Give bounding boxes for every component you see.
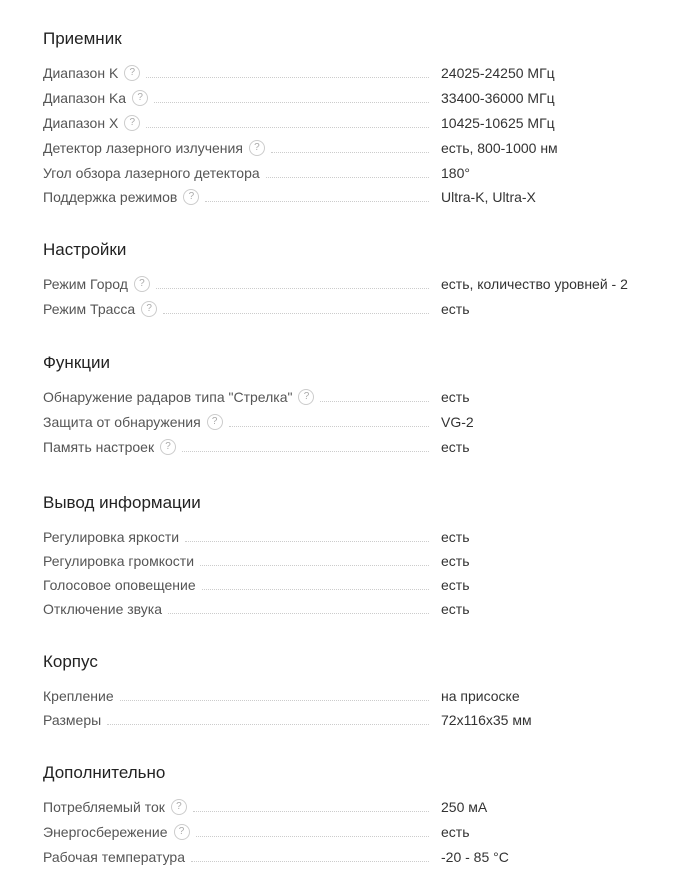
section-additional <box>43 762 663 865</box>
spec-name: Регулировка громкости <box>43 553 195 569</box>
spec-row <box>43 187 663 207</box>
spec-value: есть <box>441 577 470 593</box>
spec-name: Диапазон X <box>43 115 119 131</box>
dotted-leader <box>107 723 429 725</box>
spec-name: Энергосбережение <box>43 824 168 840</box>
spec-name: Отключение звука <box>43 601 163 617</box>
dotted-leader <box>146 76 429 78</box>
spec-value: есть <box>441 601 470 617</box>
spec-value: 10425-10625 МГц <box>441 115 555 131</box>
spec-row <box>43 686 663 706</box>
spec-name: Память настроек <box>43 439 155 455</box>
dotted-leader <box>182 450 429 452</box>
help-icon[interactable]: ? <box>124 115 140 131</box>
section-title: Дополнительно <box>43 763 166 782</box>
spec-row <box>43 599 663 619</box>
section-receiver <box>43 28 663 205</box>
help-icon[interactable]: ? <box>298 389 314 405</box>
dotted-leader <box>196 835 429 837</box>
dotted-leader <box>163 312 429 314</box>
spec-name: Детектор лазерного излучения <box>43 140 243 156</box>
dotted-leader <box>120 699 429 701</box>
spec-name: Обнаружение радаров типа "Стрелка" <box>43 389 293 405</box>
spec-value: 250 мА <box>441 799 488 815</box>
dotted-leader <box>320 400 429 402</box>
spec-row <box>43 412 663 432</box>
spec-value: есть <box>441 553 470 569</box>
dotted-leader <box>271 151 429 153</box>
spec-name: Голосовое оповещение <box>43 577 196 593</box>
spec-value: есть <box>441 439 470 455</box>
spec-row <box>43 527 663 547</box>
spec-row <box>43 138 663 158</box>
dotted-leader <box>205 200 429 202</box>
section-title: Настройки <box>43 240 127 259</box>
dotted-leader <box>156 287 429 289</box>
section-title: Вывод информации <box>43 493 201 512</box>
help-icon[interactable]: ? <box>134 276 150 292</box>
spec-row <box>43 274 663 294</box>
spec-row <box>43 88 663 108</box>
spec-name: Поддержка режимов <box>43 189 178 205</box>
spec-value: 180° <box>441 165 470 181</box>
spec-value: есть, 800-1000 нм <box>441 140 558 156</box>
spec-name: Защита от обнаружения <box>43 414 201 430</box>
spec-name: Диапазон Ka <box>43 90 127 106</box>
help-icon[interactable]: ? <box>171 799 187 815</box>
spec-value: VG-2 <box>441 414 474 430</box>
spec-value: есть <box>441 529 470 545</box>
section-output <box>43 492 663 617</box>
spec-value: есть, количество уровней - 2 <box>441 276 628 292</box>
dotted-leader <box>200 564 429 566</box>
spec-name: Угол обзора лазерного детектора <box>43 165 260 181</box>
dotted-leader <box>191 860 429 862</box>
spec-row <box>43 387 663 407</box>
spec-value: -20 - 85 °C <box>441 849 509 865</box>
spec-row <box>43 551 663 571</box>
spec-value: на присоске <box>441 688 520 704</box>
spec-name: Крепление <box>43 688 114 704</box>
help-icon[interactable]: ? <box>160 439 176 455</box>
section-functions <box>43 352 663 455</box>
dotted-leader <box>168 612 429 614</box>
help-icon[interactable]: ? <box>141 301 157 317</box>
spec-row <box>43 113 663 133</box>
dotted-leader <box>266 176 429 178</box>
spec-row <box>43 822 663 842</box>
spec-value: есть <box>441 301 470 317</box>
spec-row <box>43 710 663 730</box>
dotted-leader <box>154 101 429 103</box>
dotted-leader <box>202 588 429 590</box>
spec-name: Режим Трасса <box>43 301 136 317</box>
spec-name: Размеры <box>43 712 102 728</box>
spec-value: есть <box>441 824 470 840</box>
help-icon[interactable]: ? <box>207 414 223 430</box>
section-title: Приемник <box>43 29 122 48</box>
section-body <box>43 651 663 728</box>
spec-value: есть <box>441 389 470 405</box>
section-title: Функции <box>43 353 110 372</box>
section-title: Корпус <box>43 652 98 671</box>
help-icon[interactable]: ? <box>174 824 190 840</box>
spec-value: 33400-36000 МГц <box>441 90 555 106</box>
help-icon[interactable]: ? <box>183 189 199 205</box>
spec-row <box>43 847 663 867</box>
spec-row <box>43 163 663 183</box>
dotted-leader <box>193 810 429 812</box>
spec-value: Ultra-K, Ultra-X <box>441 189 536 205</box>
spec-value: 72x116x35 мм <box>441 712 532 728</box>
spec-value: 24025-24250 МГц <box>441 65 555 81</box>
spec-name: Регулировка яркости <box>43 529 180 545</box>
spec-row <box>43 437 663 457</box>
section-settings <box>43 239 663 317</box>
spec-row <box>43 575 663 595</box>
dotted-leader <box>229 425 429 427</box>
spec-row <box>43 63 663 83</box>
dotted-leader <box>185 540 429 542</box>
spec-name: Диапазон K <box>43 65 119 81</box>
spec-name: Потребляемый ток <box>43 799 165 815</box>
help-icon[interactable]: ? <box>124 65 140 81</box>
spec-name: Рабочая температура <box>43 849 185 865</box>
help-icon[interactable]: ? <box>132 90 148 106</box>
dotted-leader <box>146 126 429 128</box>
help-icon[interactable]: ? <box>249 140 265 156</box>
spec-row <box>43 299 663 319</box>
spec-row <box>43 797 663 817</box>
spec-name: Режим Город <box>43 276 128 292</box>
